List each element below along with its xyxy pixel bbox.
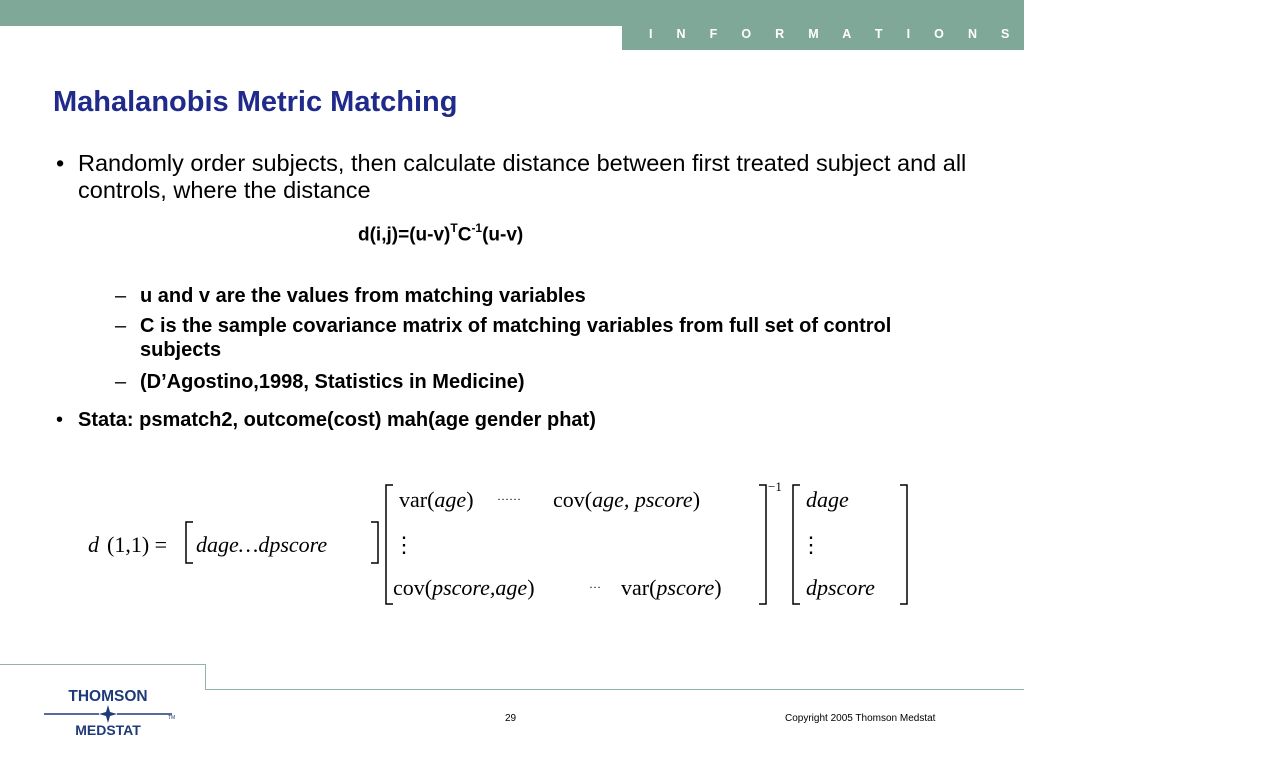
matrix-bracket-right (759, 485, 766, 604)
bullet-2-text: Stata: psmatch2, outcome(cost) mah(age gender phat) (78, 409, 596, 431)
formula-base: d(i,j)=(u-v) (358, 224, 451, 246)
footer-divider (0, 664, 206, 665)
m11-dots: ······ (497, 492, 521, 506)
eq-lhs-args: (1,1) = (107, 532, 168, 557)
row-bracket-left (186, 522, 193, 563)
sub-bullet-dash: – (115, 285, 127, 307)
row-bracket-right (371, 522, 378, 563)
sub-bullet-3-text: (D’Agostino,1998, Statistics in Medicine) (140, 371, 525, 393)
formula-end: (u-v) (482, 224, 524, 246)
bullet-dot: • (56, 150, 65, 176)
sub-bullet-2-text: C is the sample covariance matrix of matching variables from full set of control subjects (140, 315, 892, 361)
copyright: Copyright 2005 Thomson Medstat (785, 713, 936, 724)
star-icon (99, 705, 117, 723)
logo-bottom-text: MEDSTAT (75, 722, 141, 738)
m21-cov: cov(pscore,age) (393, 575, 535, 600)
sub-bullet-dash: – (115, 315, 127, 337)
m21-dots: ··· (589, 580, 601, 594)
thomson-medstat-logo (38, 684, 178, 740)
logo-top-text: THOMSON (68, 688, 148, 705)
header-tagline: I N F O R M A T I O N S O L U T I O N S (622, 18, 1024, 50)
bullet-dot: • (56, 409, 64, 431)
sub-bullet-1-text: u and v are the values from matching variables (140, 285, 586, 307)
m12-cov: cov(age, pscore) (553, 487, 701, 512)
logo-trademark: TM (168, 715, 176, 721)
eq-row-vdots: ⋮ (393, 532, 415, 557)
col-bracket-left (793, 485, 800, 604)
slide-title: Mahalanobis Metric Matching (53, 86, 458, 118)
m11-var: var(age) (399, 487, 474, 512)
footer-divider-step (205, 664, 206, 690)
formula-inverse: -1 (471, 221, 483, 235)
col-bracket-right (900, 485, 907, 604)
eq-lhs-d: d (88, 532, 99, 557)
formula-matrix: C (457, 224, 472, 246)
bullet-1-text: Randomly order subjects, then calculate distance between first treated subject and all controls, where the distance (78, 150, 967, 203)
col-bottom: dpscore (806, 575, 875, 600)
page-number: 29 (505, 713, 517, 724)
matrix-inverse: −1 (768, 479, 782, 494)
footer-divider (205, 689, 1024, 690)
formula-transpose: T (450, 221, 458, 235)
sub-bullet-dash: – (115, 371, 127, 393)
col-top: dage (806, 487, 849, 512)
matrix-bracket-left (386, 485, 393, 604)
eq-row-vector: dage…dpscore (196, 532, 328, 557)
col-vdots: ⋮ (800, 532, 822, 557)
m22-var: var(pscore) (621, 575, 722, 600)
